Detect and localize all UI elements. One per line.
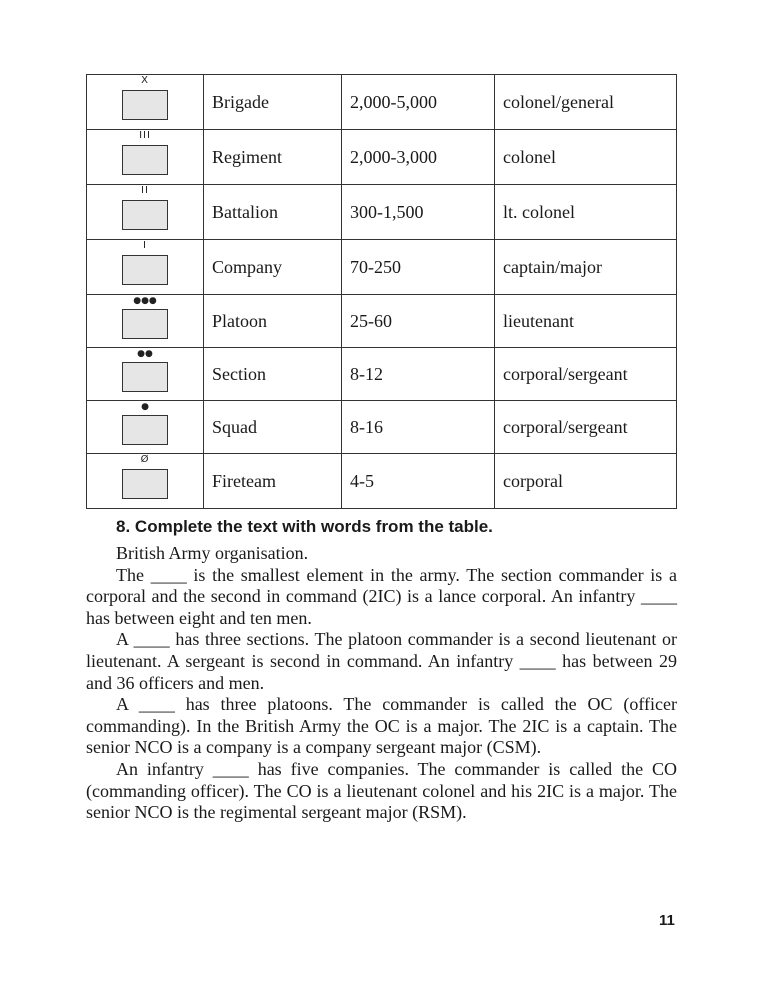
unit-name-cell: Company [204, 240, 342, 295]
unit-symbol-cell [87, 295, 204, 348]
unit-rank-cell: corporal/sergeant [495, 348, 677, 401]
table-row [87, 240, 677, 295]
table-row [87, 348, 677, 401]
unit-symbol-icon [122, 349, 168, 392]
unit-symbol-icon [122, 296, 168, 339]
unit-size-cell: 8-12 [342, 348, 495, 401]
unit-size-cell: 70-250 [342, 240, 495, 295]
unit-echelon-mark: X [141, 75, 149, 86]
exercise-heading [86, 517, 677, 537]
unit-rank-cell: lieutenant [495, 295, 677, 348]
table-row [87, 130, 677, 185]
unit-name-cell: Brigade [204, 75, 342, 130]
unit-name-cell: Section [204, 348, 342, 401]
unit-symbol-icon [122, 185, 168, 230]
text-paragraph-4: An infantry ____ has five companies. The commander is called the CO (commanding officer). The CO is a lieutenant colonel and his 2IC is a major. The senior NCO is the regimental sergeant major (RSM). [86, 758, 677, 823]
unit-echelon-mark: ●● [137, 349, 153, 359]
unit-symbol-cell [87, 130, 204, 185]
unit-size-cell: 25-60 [342, 295, 495, 348]
unit-rank-cell: captain/major [495, 240, 677, 295]
unit-name-cell: Platoon [204, 295, 342, 348]
exercise-instruction: Complete the text with words from the table. [134, 517, 493, 536]
unit-symbol-icon [122, 130, 168, 175]
unit-table [86, 74, 677, 509]
unit-symbol-icon [122, 75, 168, 120]
unit-frame-box [122, 415, 168, 445]
text-paragraph-2: A ____ has three sections. The platoon commander is a second lieutenant or lieutenant. A sergeant is second in command. An infantry ____ has between 29 and 36 officers and men. [86, 629, 677, 693]
unit-frame-box [122, 362, 168, 392]
unit-frame-box [122, 200, 168, 230]
unit-rank-cell: corporal [495, 454, 677, 509]
table-row [87, 75, 677, 130]
unit-name-cell: Fireteam [204, 454, 342, 509]
unit-echelon-mark: ●●● [133, 296, 157, 306]
unit-symbol-icon [122, 454, 168, 499]
unit-size-cell: 8-16 [342, 401, 495, 454]
unit-symbol-cell [87, 75, 204, 130]
table-row [87, 401, 677, 454]
unit-size-cell: 2,000-5,000 [342, 75, 495, 130]
text-paragraph-1: The ____ is the smallest element in the army. The section commander is a corporal and the second in command (2IC) is a lance corporal. An infantry ____ has between eight and ten men. [86, 564, 677, 628]
unit-rank-cell: corporal/sergeant [495, 401, 677, 454]
exercise-number: 8. [116, 517, 131, 536]
table-row [87, 185, 677, 240]
unit-symbol-cell [87, 454, 204, 509]
unit-symbol-cell [87, 401, 204, 454]
unit-echelon-mark: III [139, 130, 151, 141]
unit-size-cell: 300-1,500 [342, 185, 495, 240]
unit-size-cell: 2,000-3,000 [342, 130, 495, 185]
unit-frame-box [122, 255, 168, 285]
unit-symbol-cell [87, 348, 204, 401]
unit-echelon-mark: Ø [140, 454, 150, 465]
table-row [87, 454, 677, 509]
exercise-text [86, 543, 677, 824]
unit-frame-box [122, 469, 168, 499]
table-row [87, 295, 677, 348]
unit-name-cell: Battalion [204, 185, 342, 240]
unit-rank-cell: colonel [495, 130, 677, 185]
unit-table-body [87, 75, 677, 509]
unit-symbol-icon [122, 240, 168, 285]
unit-echelon-mark: I [143, 240, 147, 251]
text-paragraph-3: A ____ has three platoons. The commander is called the OC (officer commanding). In the British Army the OC is a major. The 2IC is a captain. The senior NCO is a company is a company sergeant major (CSM). [86, 694, 677, 758]
unit-name-cell: Regiment [204, 130, 342, 185]
unit-frame-box [122, 145, 168, 175]
unit-echelon-mark: II [141, 185, 149, 196]
unit-name-cell: Squad [204, 401, 342, 454]
unit-frame-box [122, 309, 168, 339]
unit-symbol-icon [122, 402, 168, 445]
unit-symbol-cell [87, 240, 204, 295]
unit-symbol-cell [87, 185, 204, 240]
text-title: British Army organisation. [116, 543, 309, 563]
unit-size-cell: 4-5 [342, 454, 495, 509]
unit-frame-box [122, 90, 168, 120]
unit-echelon-mark: ● [141, 402, 149, 412]
unit-rank-cell: colonel/general [495, 75, 677, 130]
unit-rank-cell: lt. colonel [495, 185, 677, 240]
page-number: 11 [659, 912, 675, 929]
